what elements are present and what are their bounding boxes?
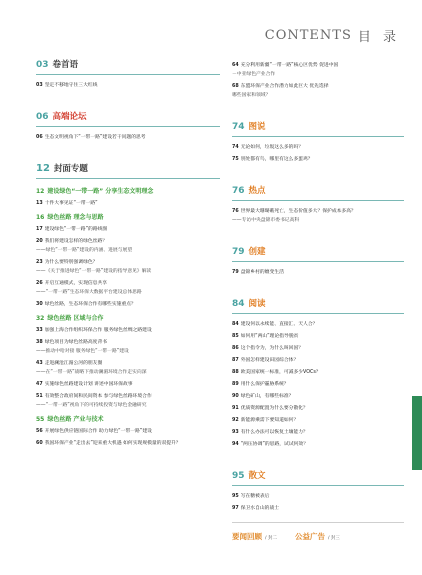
subsection-header[interactable]: 32 绿色丝路 区域与合作 xyxy=(36,315,104,322)
toc-subtitle: －中亚绿色产业合作 xyxy=(232,72,276,77)
toc-entry[interactable]: 68 东盟环保产业合作潜力如此巨大 优先选择 xyxy=(232,84,329,89)
toc-entry[interactable]: 26 开启互通模式，实现信息共享 xyxy=(36,281,108,286)
section-number: 12 xyxy=(36,163,50,174)
toc-entry[interactable]: 97 保卫水自山的战士 xyxy=(232,506,280,511)
toc-entry[interactable]: 03 坚定不移地守住三大红线 xyxy=(36,83,98,88)
section-title: 创建 xyxy=(248,247,266,257)
subsection-header[interactable]: 12 建设绿色“一带一路” 分享生态文明理念 xyxy=(36,188,154,195)
section-title: 封面专题 xyxy=(53,164,88,174)
toc-entry[interactable]: 51 有效整合政府间和民间资本 参与绿色丝路环境合作 xyxy=(36,394,152,399)
section-title: 卷首语 xyxy=(52,60,79,70)
section-header xyxy=(36,156,220,179)
subsection-header[interactable]: 55 绿色丝路 产业与技术 xyxy=(36,416,104,423)
toc-entry[interactable]: 79 盘锦乡村的嬗变生活 xyxy=(232,270,284,275)
section-header xyxy=(232,114,404,137)
toc-subtitle: 哪些国家和领域？ xyxy=(232,93,271,98)
section-title: 高端论坛 xyxy=(52,112,87,122)
toc-entry[interactable]: 86 这个指令为，为什么叫回国？ xyxy=(232,346,304,351)
section-header xyxy=(232,291,404,314)
section-number: 03 xyxy=(36,60,49,70)
right-column xyxy=(232,62,404,517)
section-header xyxy=(232,239,404,262)
toc-entry[interactable]: 20 我们将建设怎样的绿色丝路？ xyxy=(36,239,108,244)
footer-link-news-review[interactable]: 要闻回顾 / 封二 xyxy=(232,531,277,541)
toc-entry[interactable]: 87 外国怎样建设田园综合体？ xyxy=(232,358,299,363)
subsection-header[interactable]: 16 绿色丝路 理念与思路 xyxy=(36,214,104,221)
toc-entry[interactable]: 23 为什么要特别强调绿色？ xyxy=(36,260,98,265)
toc-entry[interactable]: 38 绿色项目为绿色丝路高度背书 xyxy=(36,340,108,345)
toc-entry[interactable]: 30 绿色丝路，生态环保合作有哪些实施重点？ xyxy=(36,302,136,307)
toc-entry[interactable]: 33 加强上海合作组织环保合作 服务绿色丝绸之路建设 xyxy=(36,328,152,333)
left-column xyxy=(36,52,220,452)
toc-subtitle: ——在“一带一路”战略下推动澜湄环境合作走实向深 xyxy=(36,370,147,375)
toc-entry[interactable]: 17 建设绿色“一带一路”的路线图 xyxy=(36,227,108,232)
contents-title-cn: 目 录 xyxy=(357,30,400,45)
footer-link-public-ad[interactable]: 公益广告 / 封三 xyxy=(294,531,340,541)
toc-entry[interactable]: 60 我国环保产业“走出去”迎来重大机遇 如何实现规模量的双提升？ xyxy=(36,441,181,446)
toc-entry[interactable]: 92 新能源乘需下要知道如何？ xyxy=(232,418,299,423)
toc-entry[interactable]: 93 有什么办法可以恢复土壤能力？ xyxy=(232,430,308,435)
section-title: 散文 xyxy=(248,471,266,481)
toc-entry[interactable]: 56 开展绿色供应链国际合作 助力绿色“一带一路”建设 xyxy=(36,429,152,434)
toc-entry[interactable]: 95 写在糖被表后 xyxy=(232,494,270,499)
toc-subtitle: ——“一带一路”生态环保大数据平台建设总体思路 xyxy=(36,290,142,295)
section-header xyxy=(36,52,220,75)
section-number: 95 xyxy=(232,471,245,481)
toc-subtitle: ——专访中央盘锦市委书记高科 xyxy=(232,218,300,223)
section-title: 图说 xyxy=(248,122,266,132)
toc-entry[interactable]: 47 实施绿色丝路建设计划 讲述中国环保故事 xyxy=(36,382,133,387)
section-header xyxy=(36,104,220,127)
contents-header xyxy=(265,26,400,45)
toc-entry[interactable]: 06 生态文明视角下“一带一路”建设若干问题的思考 xyxy=(36,135,146,140)
footer-divider xyxy=(232,522,404,523)
section-number: 84 xyxy=(232,299,245,309)
toc-subtitle: ——推动中哈对接 服务绿色“一带一路”建设 xyxy=(36,349,129,354)
toc-entry[interactable]: 84 建设何以永续能、直接汇、天人合？ xyxy=(232,322,318,327)
section-number: 79 xyxy=(232,247,245,257)
toc-entry[interactable]: 64 充分利用新疆“一带一路”核心区优势 促进中国 xyxy=(232,63,339,68)
footer-links xyxy=(232,525,404,547)
side-tab-marker xyxy=(412,396,422,470)
toc-entry[interactable]: 88 欧美国家统一标准，可减多少VOCs？ xyxy=(232,370,321,375)
toc-entry[interactable]: 74 无论如何，垃圾这么多的吗？ xyxy=(232,145,304,150)
section-number: 74 xyxy=(232,122,245,132)
toc-entry[interactable]: 85 如何用“两山”理论指导脱贫 xyxy=(232,334,299,339)
toc-entry[interactable]: 91 优质资源配置为什么要分散化？ xyxy=(232,406,308,411)
section-header xyxy=(232,178,404,201)
section-title: 热点 xyxy=(248,186,266,196)
contents-title-en: CONTENTS xyxy=(264,28,352,43)
toc-entry[interactable]: 76 世界最大珊瑚礁死亡，生态价值多大？保护成本多高？ xyxy=(232,209,356,214)
toc-entry[interactable]: 89 用什么保护霾胁系统？ xyxy=(232,382,289,387)
section-number: 06 xyxy=(36,112,49,122)
section-number: 76 xyxy=(232,186,245,196)
toc-entry[interactable]: 90 绿色矿山，有哪些标准？ xyxy=(232,394,294,399)
section-title: 阅读 xyxy=(248,299,266,309)
toc-subtitle: ——绿色“一带一路”建设的内涵、进展与展望 xyxy=(36,248,133,253)
section-header xyxy=(232,463,404,486)
toc-entry[interactable]: 75 别处都有鸟，哪里有这么多蛋鸡？ xyxy=(232,157,313,162)
toc-entry[interactable]: 13 十件大事见证“一带一路” xyxy=(36,201,98,206)
toc-subtitle: ——“一带一路”视角下的可持续投资与绿色金融研究 xyxy=(36,403,147,408)
toc-entry[interactable]: 94 “两压协调”的思路，试试何效？ xyxy=(232,442,309,447)
toc-entry[interactable]: 43 走进澜沧江湄公河的朋友圈 xyxy=(36,361,103,366)
toc-subtitle: ——《关于推进绿色“一带一路”建设的指导意见》解读 xyxy=(36,269,152,274)
